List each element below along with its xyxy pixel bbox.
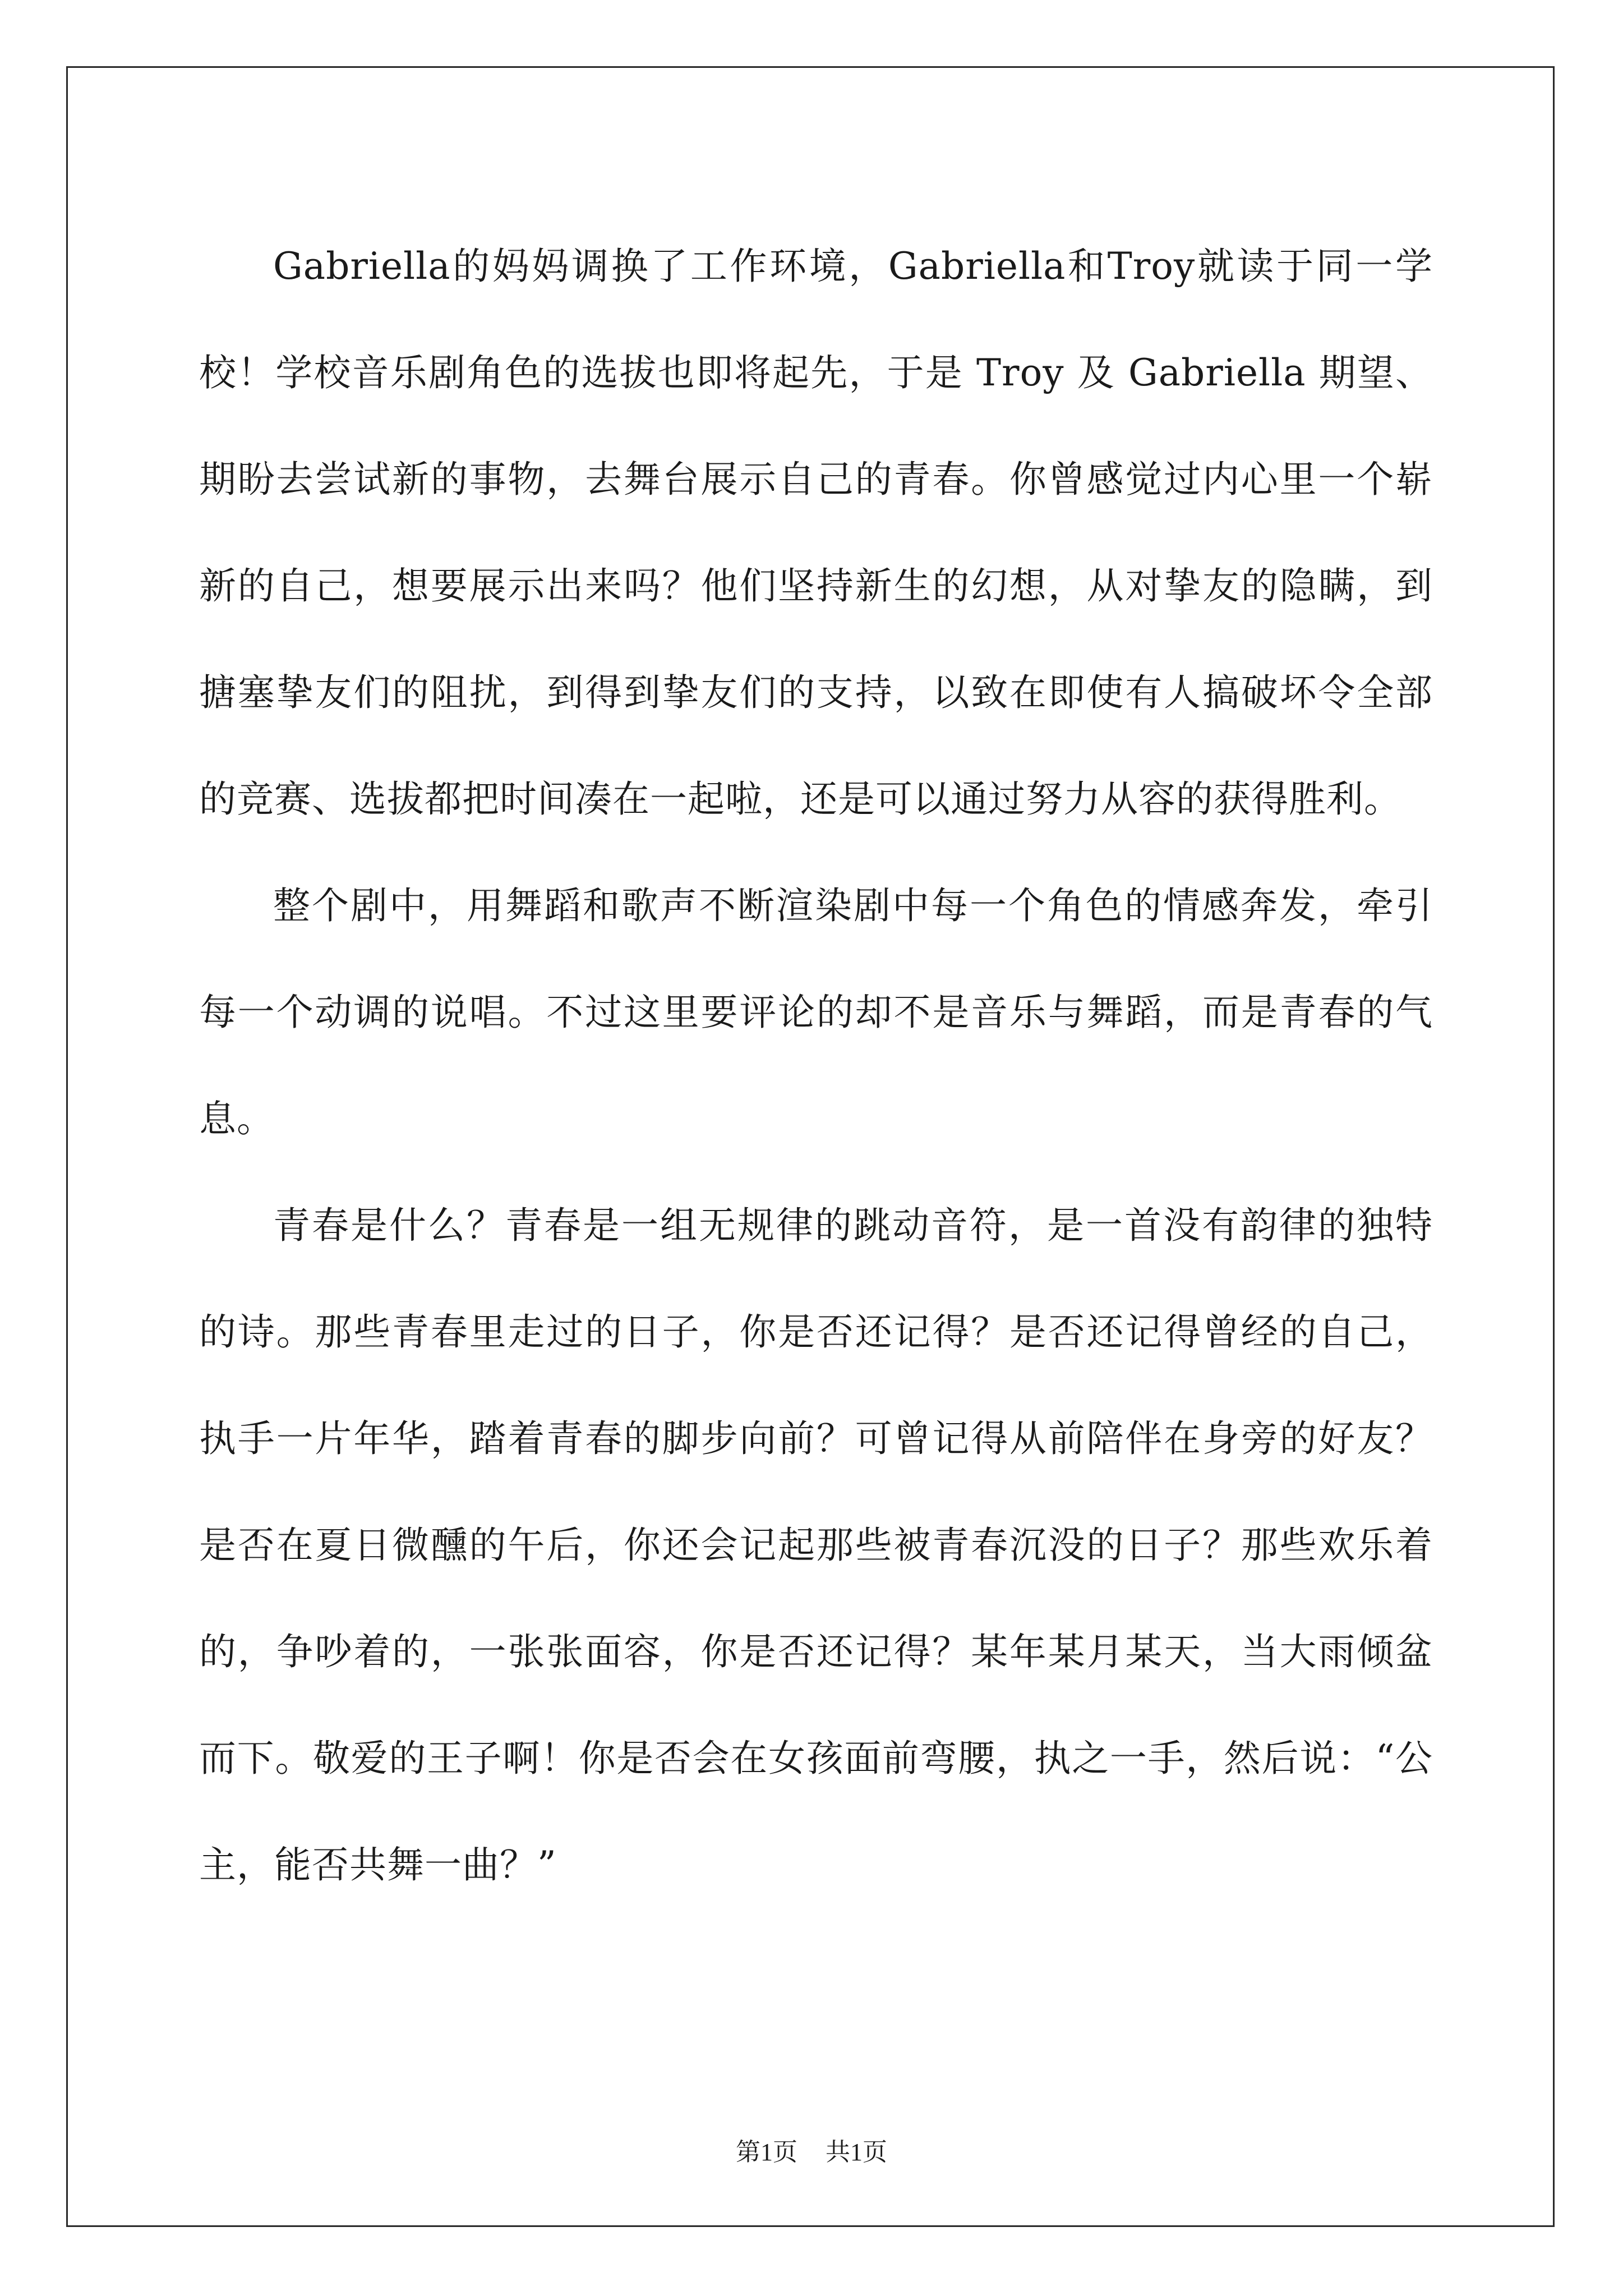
paragraph-3: 青春是什么？青春是一组无规律的跳动音符，是一首没有韵律的独特的诗。那些青春里走过的日子，你是否还记得？是否还记得曾经的自己，执手一片年华，踏着青春的脚步向前？可曾记得从前陪伴在身旁的好友？是否在夏日微醺的午后，你还会记起那些被青春沉没的日子？那些欢乐着的，争吵着的，一张张面容，你是否还记得？某年某月某天，当大雨倾盆而下。敬爱的王子啊！你是否会在女孩面前弯腰，执之一手，然后说：“公主，能否共舞一曲？” — [199, 1204, 1433, 1887]
page-footer — [0, 2132, 1623, 2168]
page-total: 共1页 — [826, 2138, 887, 2166]
paragraph-1: Gabriella的妈妈调换了工作环境，Gabriella和Troy就读于同一学校！学校音乐剧角色的选拔也即将起先，于是 Troy 及 Gabriella 期望、期盼去尝试新的事物，去舞台展示自己的青春。你曾感觉过内心里一个崭新的自己，想要展示出来吗？他们坚持新生的幻想，从对挚友的隐瞒，到搪塞挚友们的阻扰，到得到挚友们的支持，以致在即使有人搞破坏令全部的竞赛、选拔都把时间凑在一起啦，还是可以通过努力从容的获得胜利。 — [199, 245, 1433, 821]
paragraph-2: 整个剧中，用舞蹈和歌声不断渲染剧中每一个角色的情感奔发，牵引每一个动调的说唱。不过这里要评论的却不是音乐与舞蹈，而是青春的气息。 — [199, 884, 1433, 1140]
document-body — [199, 213, 1433, 1918]
page-number: 第1页 — [736, 2138, 797, 2166]
